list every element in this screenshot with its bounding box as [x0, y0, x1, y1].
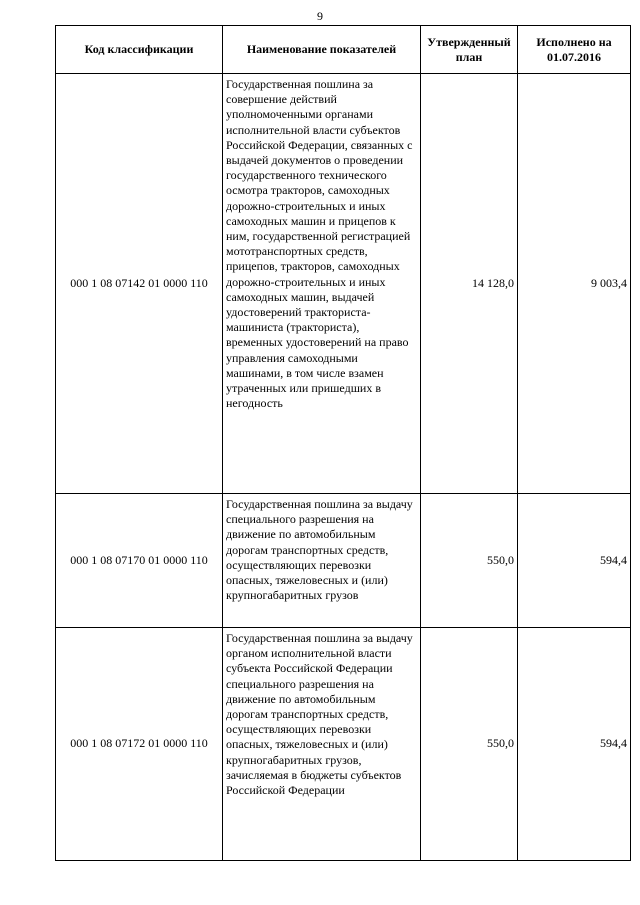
header-code: Код классификации: [56, 26, 223, 74]
row-executed: 594,4: [518, 628, 631, 861]
header-executed: Исполнено на 01.07.2016: [518, 26, 631, 74]
row-name: Государственная пошлина за совершение действий уполномоченными органами исполнительной власти субъектов Российской Федерации, связанных с выдачей документов о проведении государственного технического осмотра тракторов, самоходных дорожно-строительных и иных самоходных машин и прицепов к ним, государственной регистрацией мототранспортных средств, прицепов, тракторов, самоходных дорожно-строительных и иных самоходных машин, выдачей удостоверений тракториста-машиниста (тракториста), временных удостоверений на право управления самоходными машинами, в том числе взамен утраченных или пришедших в негодность: [223, 74, 421, 494]
table-header-row: [56, 26, 631, 74]
row-executed: 594,4: [518, 494, 631, 628]
table-row: [56, 494, 631, 628]
row-plan: 14 128,0: [421, 74, 518, 494]
row-executed: 9 003,4: [518, 74, 631, 494]
table-row: [56, 628, 631, 861]
header-plan: Утвержденный план: [421, 26, 518, 74]
row-code: 000 1 08 07172 01 0000 110: [56, 628, 223, 861]
row-code: 000 1 08 07170 01 0000 110: [56, 494, 223, 628]
budget-table: [55, 25, 631, 861]
row-name: Государственная пошлина за выдачу органом исполнительной власти субъекта Российской Федерации специального разрешения на движение по автомобильным дорогам транспортных средств, осуществляющих перевозки опасных, тяжеловесных и (или) крупногабаритных грузов, зачисляемая в бюджеты субъектов Российской Федерации: [223, 628, 421, 861]
row-name: Государственная пошлина за выдачу специального разрешения на движение по автомобильным дорогам транспортных средств, осуществляющих перевозки опасных, тяжеловесных и (или) крупногабаритных грузов: [223, 494, 421, 628]
row-plan: 550,0: [421, 628, 518, 861]
header-name: Наименование показателей: [223, 26, 421, 74]
page-number: 9: [317, 9, 323, 23]
table-row: [56, 74, 631, 494]
row-code: 000 1 08 07142 01 0000 110: [56, 74, 223, 494]
row-plan: 550,0: [421, 494, 518, 628]
